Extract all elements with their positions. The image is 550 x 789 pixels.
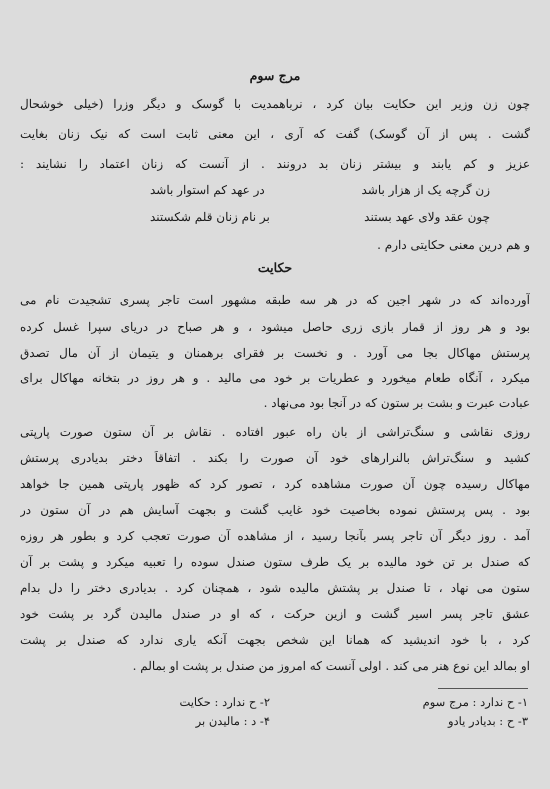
- story-line: آمد . روز دیگر آن تاجر پسر بآنجا رسید ، از مشاهده آن صورت تعجب کرد و بطور هر روزه: [20, 529, 530, 543]
- story-line: عشق تاجر پسر اسیر گشت و ازین حرکت ، که او در صندل مالیدن گرد بر پشت خود: [20, 607, 530, 621]
- verse-right: زن گرچه یک از هزار باشد: [361, 183, 490, 197]
- section-closing: و هم درین معنی حکایتی دارم .: [377, 238, 530, 252]
- story-line: بود . پس پرستش نموده بخاصیت خود غایب گشت و بجهت آسایش هم در آن ستون در: [20, 503, 530, 517]
- section-line: چون زن وزیر این حکایت بیان کرد ، نرباهمدیت با گوسک و دیگر وزرا (خیلی خوشحال: [20, 97, 530, 111]
- verse-left: در عهد کم استوار باشد: [150, 183, 265, 197]
- story-line: ستون می نهاد ، تا صندل بر پشتش مالیده شود ، همچنان کرد . بدیادری دختر را دل بدام: [20, 581, 530, 595]
- footnote-rule: [438, 688, 528, 689]
- section-heading: مرج سوم: [249, 68, 301, 83]
- story-line: که صندل بر تن خود مالیده بر یک طرف ستون صندل سوده را تعبیه میکرد و پشت بر آن: [20, 555, 530, 569]
- story-line: او بمالد این نوع هنر می کند . اولی آنست که امروز من صندل بر پشت او بمالم .: [132, 659, 530, 673]
- section-line: عزیز و کم یابند و بیشتر زنان بد درونند . از آنست که زنان اعتماد را نشایند :: [20, 157, 530, 171]
- story-line: کرد ، با خود اندیشید که همانا این شخص بجهت آنکه یاری ندارد که صندل بر پشت: [20, 633, 530, 647]
- story-line: مهاکال رسیده چون آن صورت مشاهده کرد ، تصور کرد که ظهور پارپتی همین جا خواهد: [20, 477, 530, 491]
- story-line: آورده‌اند که در شهر اجین که در هر سه طبقه مشهور است تاجر پسری تشجیدت نام می: [20, 293, 530, 307]
- story-line: عبادت عبرت و بشت بر ستون که در آنجا بود می‌نهاد .: [263, 396, 530, 410]
- verse-right: چون عقد ولای عهد بستند: [364, 210, 490, 224]
- story-line: پرستش مهاکال بجا می آورد . و نخست بر فقرای برهمنان و یتیمان از آن مال تصدق: [20, 346, 530, 360]
- story-line: روزی نقاشی و سنگ‌تراشی از بان راه عبور افتاده . نقاش بر آن ستون صورت پارپتی: [20, 425, 530, 439]
- footnote: ۱- ح ندارد : مرج سوم: [422, 695, 528, 709]
- footnote: ۲- ح ندارد : حکایت: [179, 695, 270, 709]
- story-heading: حکایت: [257, 260, 293, 275]
- story-line: میکرد ، آنگاه طعام میخورد و عطریات بر خود می مالید . و هر روز در بتخانه مهاکال برای: [20, 371, 530, 385]
- footnote: ۳- ح : بدیادر یادو: [448, 714, 528, 728]
- footnote: ۴- د : مالیدن بر: [195, 714, 270, 728]
- verse-left: بر نام زنان قلم شکستند: [150, 210, 270, 224]
- story-line: کشید و سنگ‌تراش بالنرارهای خود آن صورت را بکند . اتفاقاً دختر بدیادری پرستش: [20, 451, 530, 465]
- section-line: گشت . پس از آن گوسک) گفت که آری ، این معنی ثابت است که نیک زنان بغایت: [20, 127, 530, 141]
- story-line: بود و هر روز از قمار بازی زری حاصل میشود ، و هر صباح در دریای سپرا غسل کرده: [20, 320, 530, 334]
